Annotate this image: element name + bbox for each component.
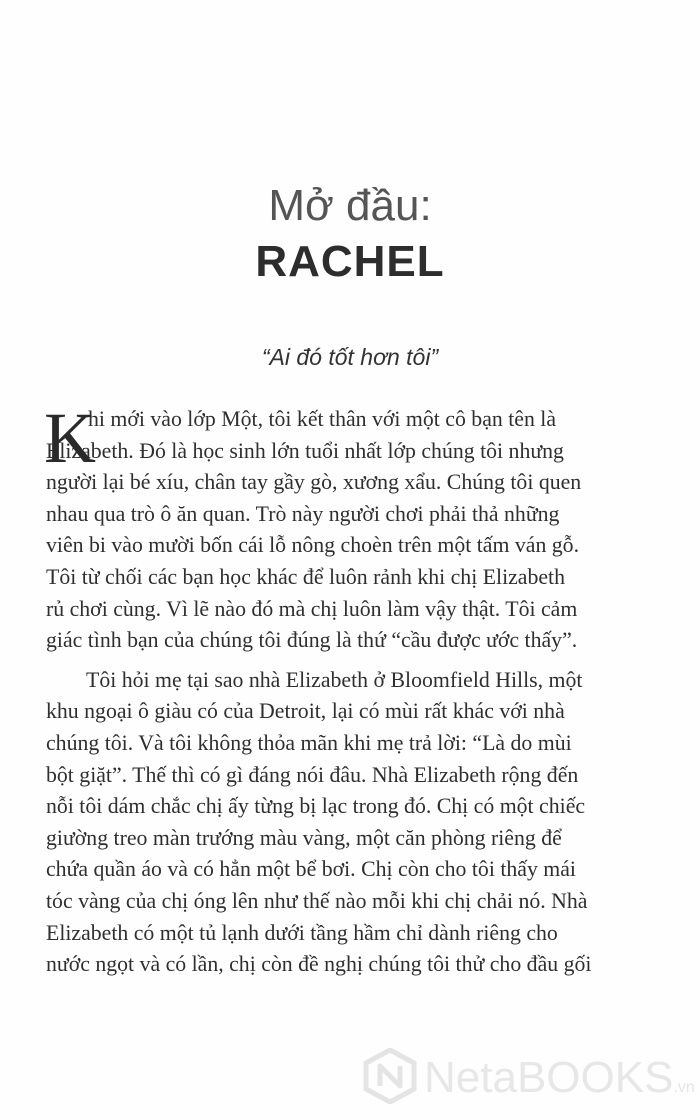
- text-line: bột giặt”. Thế thì có gì đáng nói đâu. Nhà Elizabeth rộng đến: [46, 762, 579, 787]
- text-line: chứa quần áo và có hẳn một bể bơi. Chị còn cho tôi thấy mái: [46, 857, 576, 882]
- watermark-text: [424, 1053, 695, 1102]
- text-line: khu ngoại ô giàu có của Detroit, lại có mùi rất khác với nhà: [46, 699, 565, 724]
- watermark: [362, 1044, 700, 1104]
- body-text: [44, 398, 668, 981]
- text-line: Elizabeth có một tủ lạnh dưới tầng hầm chỉ dành riêng cho: [46, 920, 558, 945]
- watermark-domain: .vn: [673, 1079, 695, 1096]
- text-line: viên bi vào mười bốn cái lỗ nông choèn trên một tấm ván gỗ.: [46, 533, 580, 558]
- text-line: người lại bé xíu, chân tay gầy gò, xương xẩu. Chúng tôi quen: [46, 470, 582, 495]
- paragraph-gap: [46, 657, 668, 665]
- text-line: chúng tôi. Và tôi không thỏa mãn khi mẹ trả lời: “Là do mùi: [46, 730, 572, 755]
- netabooks-logo-icon: [362, 1048, 418, 1104]
- paragraph-1: [44, 398, 668, 657]
- text-line: nỗi tôi dám chắc chị ấy từng bị lạc trong đó. Chị có một chiếc: [46, 794, 586, 819]
- text-line: nhau qua trò ô ăn quan. Trò này người chơi phải thả những: [46, 501, 560, 526]
- chapter-title: RACHEL: [255, 237, 445, 286]
- chapter-label: Mở đầu:: [268, 181, 432, 230]
- text-line: giác tình bạn của chúng tôi đúng là thứ “cầu được ước thấy”.: [46, 628, 578, 653]
- text-line: tóc vàng của chị óng lên như thế nào mỗi khi chị chải nó. Nhà: [46, 888, 588, 913]
- text-line: Tôi từ chối các bạn học khác để luôn rảnh khi chị Elizabeth: [46, 564, 566, 589]
- paragraph-2: [46, 665, 668, 981]
- text-line: Elizabeth. Đó là học sinh lớn tuổi nhất lớp chúng tôi nhưng: [46, 438, 564, 463]
- text-line: Tôi hỏi mẹ tại sao nhà Elizabeth ở Bloomfield Hills, một: [86, 667, 583, 692]
- text-line: rủ chơi cùng. Vì lẽ nào đó mà chị luôn làm vậy thật. Tôi cảm: [46, 596, 578, 621]
- epigraph: “Ai đó tốt hơn tôi”: [261, 344, 439, 370]
- text-line-content: hi mới vào lớp Một, tôi kết thân với một cô bạn tên là: [88, 407, 557, 431]
- text-line: nước ngọt và có lần, chị còn đề nghị chúng tôi thử cho đầu gối: [46, 952, 592, 977]
- text-line: giường treo màn trướng màu vàng, một căn phòng riêng để: [46, 825, 562, 850]
- watermark-brand: NetaBOOKS: [424, 1053, 674, 1102]
- drop-cap: K: [44, 398, 96, 478]
